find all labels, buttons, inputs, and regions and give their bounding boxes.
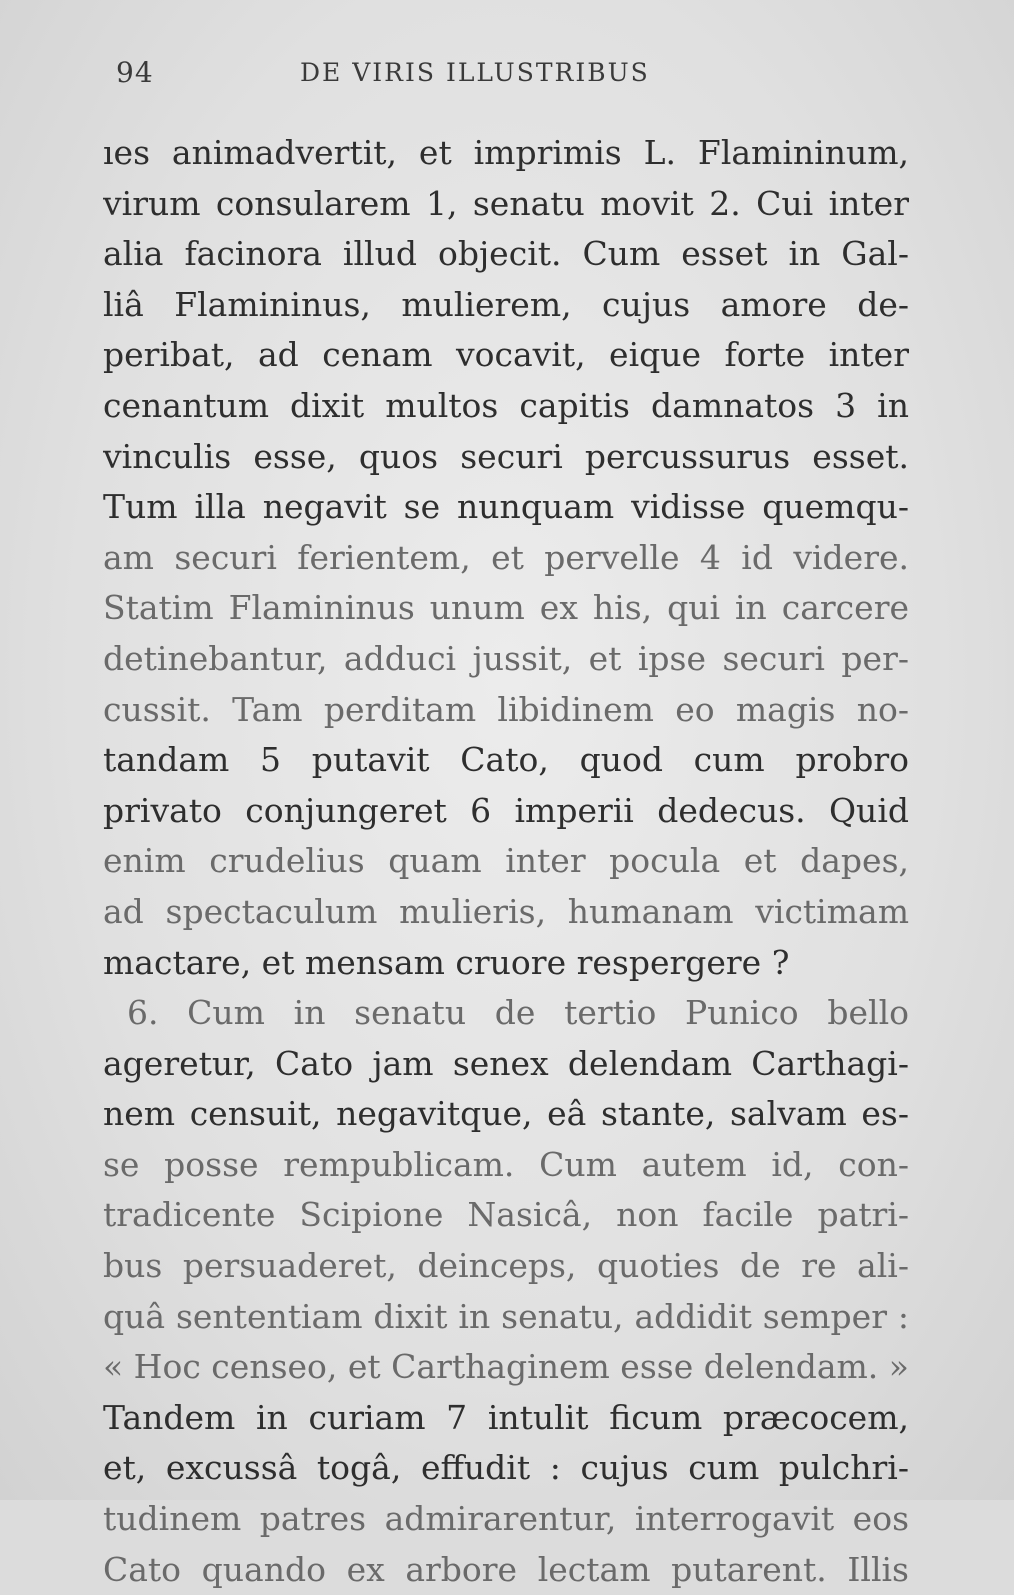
page-number: 94 <box>116 56 154 89</box>
text-line: alia facinora illud objecit. Cum esset in Gal- <box>103 234 909 274</box>
text-line: bus persuaderet, deinceps, quoties de re ali- <box>103 1246 909 1286</box>
text-line: cenantum dixit multos capitis damnatos 3 in <box>103 385 909 425</box>
text-line: enim crudelius quam inter pocula et dapes, <box>103 841 909 881</box>
text-line: Tum illa negavit se nunquam vidisse quemqu- <box>103 487 909 527</box>
page-header <box>110 56 910 96</box>
text-line: ıes animadvertit, et imprimis L. Flamininum, <box>103 133 909 172</box>
text-line: detinebantur, adduci jussit, et ipse securi per- <box>103 638 909 678</box>
text-line: liâ Flamininus, mulierem, cujus amore de- <box>103 284 909 324</box>
text-line: am securi ferientem, et pervelle 4 id videre. <box>103 537 909 577</box>
text-line: tudinem patres admirarentur, interrogavit eos <box>103 1499 909 1539</box>
paragraph-start-line: 6. Cum in senatu de tertio Punico bello <box>127 993 909 1033</box>
text-line: « Hoc censeo, et Carthaginem esse delendam. » <box>103 1347 909 1387</box>
text-line: se posse rempublicam. Cum autem id, con- <box>103 1144 909 1184</box>
text-line: peribat, ad cenam vocavit, eique forte inter <box>103 335 909 375</box>
text-line: nem censuit, negavitque, eâ stante, salvam es- <box>103 1094 909 1134</box>
text-line: ad spectaculum mulieris, humanam victimam <box>103 891 909 931</box>
text-line: Tandem in curiam 7 intulit ficum præcocem, <box>103 1397 909 1437</box>
text-line: Statim Flamininus unum ex his, qui in carcere <box>103 588 909 628</box>
text-line: vinculis esse, quos securi percussurus esset. <box>103 436 909 476</box>
text-line: tandam 5 putavit Cato, quod cum probro <box>103 740 909 780</box>
text-line: tradicente Scipione Nasicâ, non facile patri- <box>103 1195 909 1235</box>
text-line: cussit. Tam perditam libidinem eo magis no- <box>103 689 909 729</box>
text-line: et, excussâ togâ, effudit : cujus cum pulchri- <box>103 1448 909 1488</box>
text-line: ageretur, Cato jam senex delendam Carthagi- <box>103 1043 909 1083</box>
text-line: virum consularem 1, senatu movit 2. Cui inter <box>103 183 909 223</box>
body-text <box>103 128 909 1595</box>
text-line: quâ sententiam dixit in senatu, addidit semper : <box>103 1296 909 1336</box>
text-line: mactare, et mensam cruore respergere ? <box>103 942 790 982</box>
running-head: DE VIRIS ILLUSTRIBUS <box>300 58 650 87</box>
text-line: privato conjungeret 6 imperii dedecus. Quid <box>103 790 909 830</box>
text-line: Cato quando ex arbore lectam putarent. Illis <box>103 1549 909 1589</box>
